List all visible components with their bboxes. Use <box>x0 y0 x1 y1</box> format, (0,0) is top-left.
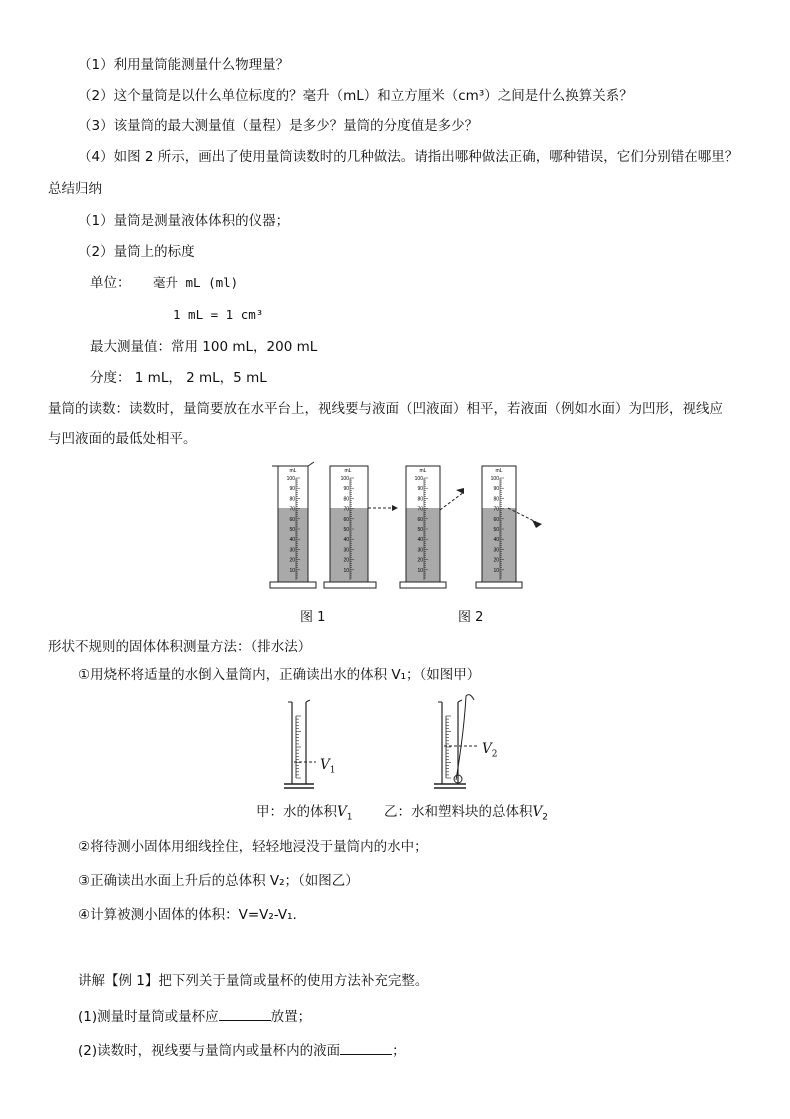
figure-2-caption: 图 2 <box>458 610 484 625</box>
question-3: （3）该量筒的最大测量值（量程）是多少？量筒的分度值是多少？ <box>78 118 479 134</box>
reading-rule-line-2: 与凹液面的最低处相平。 <box>48 431 197 447</box>
example-title: 讲解【例 1】把下列关于量筒或量杯的使用方法补充完整。 <box>78 973 429 989</box>
question-1: （1）利用量筒能测量什么物理量？ <box>78 57 290 73</box>
question-4: （4）如图 2 所示，画出了使用量筒读数时的几种做法。请指出哪种做法正确，哪种错误，它们分别错在哪里？ <box>78 149 739 165</box>
sight-line-horizontal <box>368 505 398 511</box>
scale-tick-label: 60 <box>289 516 295 523</box>
scale-tick-label: 50 <box>289 527 295 533</box>
unit-label: 单位： <box>90 275 131 291</box>
scale-tick-label: 30 <box>493 547 499 554</box>
scale-tick-label: 60 <box>417 516 423 523</box>
method-step-3: ③正确读出水面上升后的总体积 V₂；（如图乙） <box>78 873 359 889</box>
v1-label: $V_1$ <box>320 757 336 776</box>
scale-tick-label: 60 <box>493 516 499 523</box>
ticks-jia <box>296 716 301 778</box>
scale-tick-label: 90 <box>417 486 423 493</box>
scale-tick-label: 80 <box>417 496 423 503</box>
scale-tick-label: 90 <box>289 486 295 493</box>
scale-tick-label: 50 <box>493 527 499 533</box>
scale-tick-label: 100 <box>490 476 499 482</box>
scale-tick-label: 100 <box>340 476 349 482</box>
ticks-yi <box>446 716 451 778</box>
scale-tick-label: 20 <box>417 557 423 564</box>
cylinder-reading-figure <box>268 458 558 598</box>
caption-yi: 乙：水和塑料块的总体积$V_2$ <box>384 804 548 823</box>
scale-tick-label: 50 <box>417 527 423 533</box>
scale-tick-label: 40 <box>493 537 499 544</box>
method-title: 形状不规则的固体体积测量方法：（排水法） <box>48 639 312 655</box>
cylinder-d <box>476 466 522 588</box>
question-2: （2）这个量筒是以什么单位标度的？毫升（mL）和立方厘米（cm³）之间是什么换算关系？ <box>78 88 633 104</box>
sight-line-from-above <box>440 488 464 510</box>
scale-tick-label: 10 <box>493 567 499 574</box>
scale-tick-label: 70 <box>343 506 349 513</box>
summary-point-2: （2）量筒上的标度 <box>78 244 195 260</box>
division-values: 分度： 1 mL， 2 mL，5 mL <box>90 370 267 386</box>
reading-rule-line-1: 量筒的读数：读数时，量筒要放在水平台上，视线要与液面（凹液面）相平，若液面（例如水面）为凹形，视线应 <box>48 401 723 417</box>
caption-jia: 甲：水的体积$V_1$ <box>256 804 353 823</box>
cylinder-c <box>400 466 446 588</box>
scale-tick-label: 30 <box>417 547 423 554</box>
scale-unit: mL <box>344 468 352 474</box>
scale-tick-label: 40 <box>343 537 349 544</box>
scale-unit: mL <box>289 468 297 474</box>
blank-2 <box>340 1042 392 1055</box>
scale-tick-label: 80 <box>343 496 349 503</box>
scale-tick-label: 100 <box>414 476 423 482</box>
unit-conversion: 1 mL = 1 cm³ <box>173 307 264 322</box>
scale-unit: mL <box>495 468 503 474</box>
scale-tick-label: 90 <box>493 486 499 493</box>
figure-1-caption: 图 1 <box>300 610 326 625</box>
max-measure: 最大测量值：常用 100 mL，200 mL <box>90 339 318 355</box>
method-step-2: ②将待测小固体用细线拴住，轻轻地浸没于量筒内的水中； <box>78 839 428 855</box>
scale-tick-label: 30 <box>343 547 349 554</box>
example-item-1: (1)测量时量筒或量杯应 放置； <box>78 1009 312 1025</box>
scale-tick-label: 70 <box>493 506 499 513</box>
cylinder-yi <box>434 695 478 788</box>
scale-tick-label: 80 <box>289 496 295 503</box>
scale-tick-label: 20 <box>343 557 349 564</box>
scale-tick-label: 10 <box>289 567 295 574</box>
example-item-2: (2)读数时，视线要与量筒内或量杯内的液面 ； <box>78 1043 406 1059</box>
scale-tick-label: 40 <box>289 537 295 544</box>
method-step-4: ④计算被测小固体的体积：V=V₂-V₁. <box>78 907 297 923</box>
scale-tick-label: 10 <box>343 567 349 574</box>
summary-point-1: （1）量筒是测量液体体积的仪器； <box>78 213 290 229</box>
scale-unit: mL <box>419 468 427 474</box>
v2-label: $V_2$ <box>482 741 498 760</box>
scale-tick-label: 20 <box>289 557 295 564</box>
scale-tick-label: 70 <box>417 506 423 513</box>
method-step-1: ①用烧杯将适量的水倒入量筒内，正确读出水的体积 V₁；（如图甲） <box>78 667 481 683</box>
unit-value: 毫升 mL (ml) <box>153 275 239 290</box>
scale-tick-label: 20 <box>493 557 499 564</box>
scale-tick-label: 90 <box>343 486 349 493</box>
scale-tick-label: 60 <box>343 516 349 523</box>
scale-tick-label: 50 <box>343 527 349 533</box>
scale-tick-label: 30 <box>289 547 295 554</box>
scale-tick-label: 80 <box>493 496 499 503</box>
scale-tick-label: 70 <box>289 506 295 513</box>
scale-tick-label: 10 <box>417 567 423 574</box>
scale-tick-label: 100 <box>286 476 295 482</box>
blank-1 <box>219 1008 271 1021</box>
cylinder-jia <box>284 700 316 788</box>
summary-heading: 总结归纳 <box>48 181 102 197</box>
scale-tick-label: 40 <box>417 537 423 544</box>
